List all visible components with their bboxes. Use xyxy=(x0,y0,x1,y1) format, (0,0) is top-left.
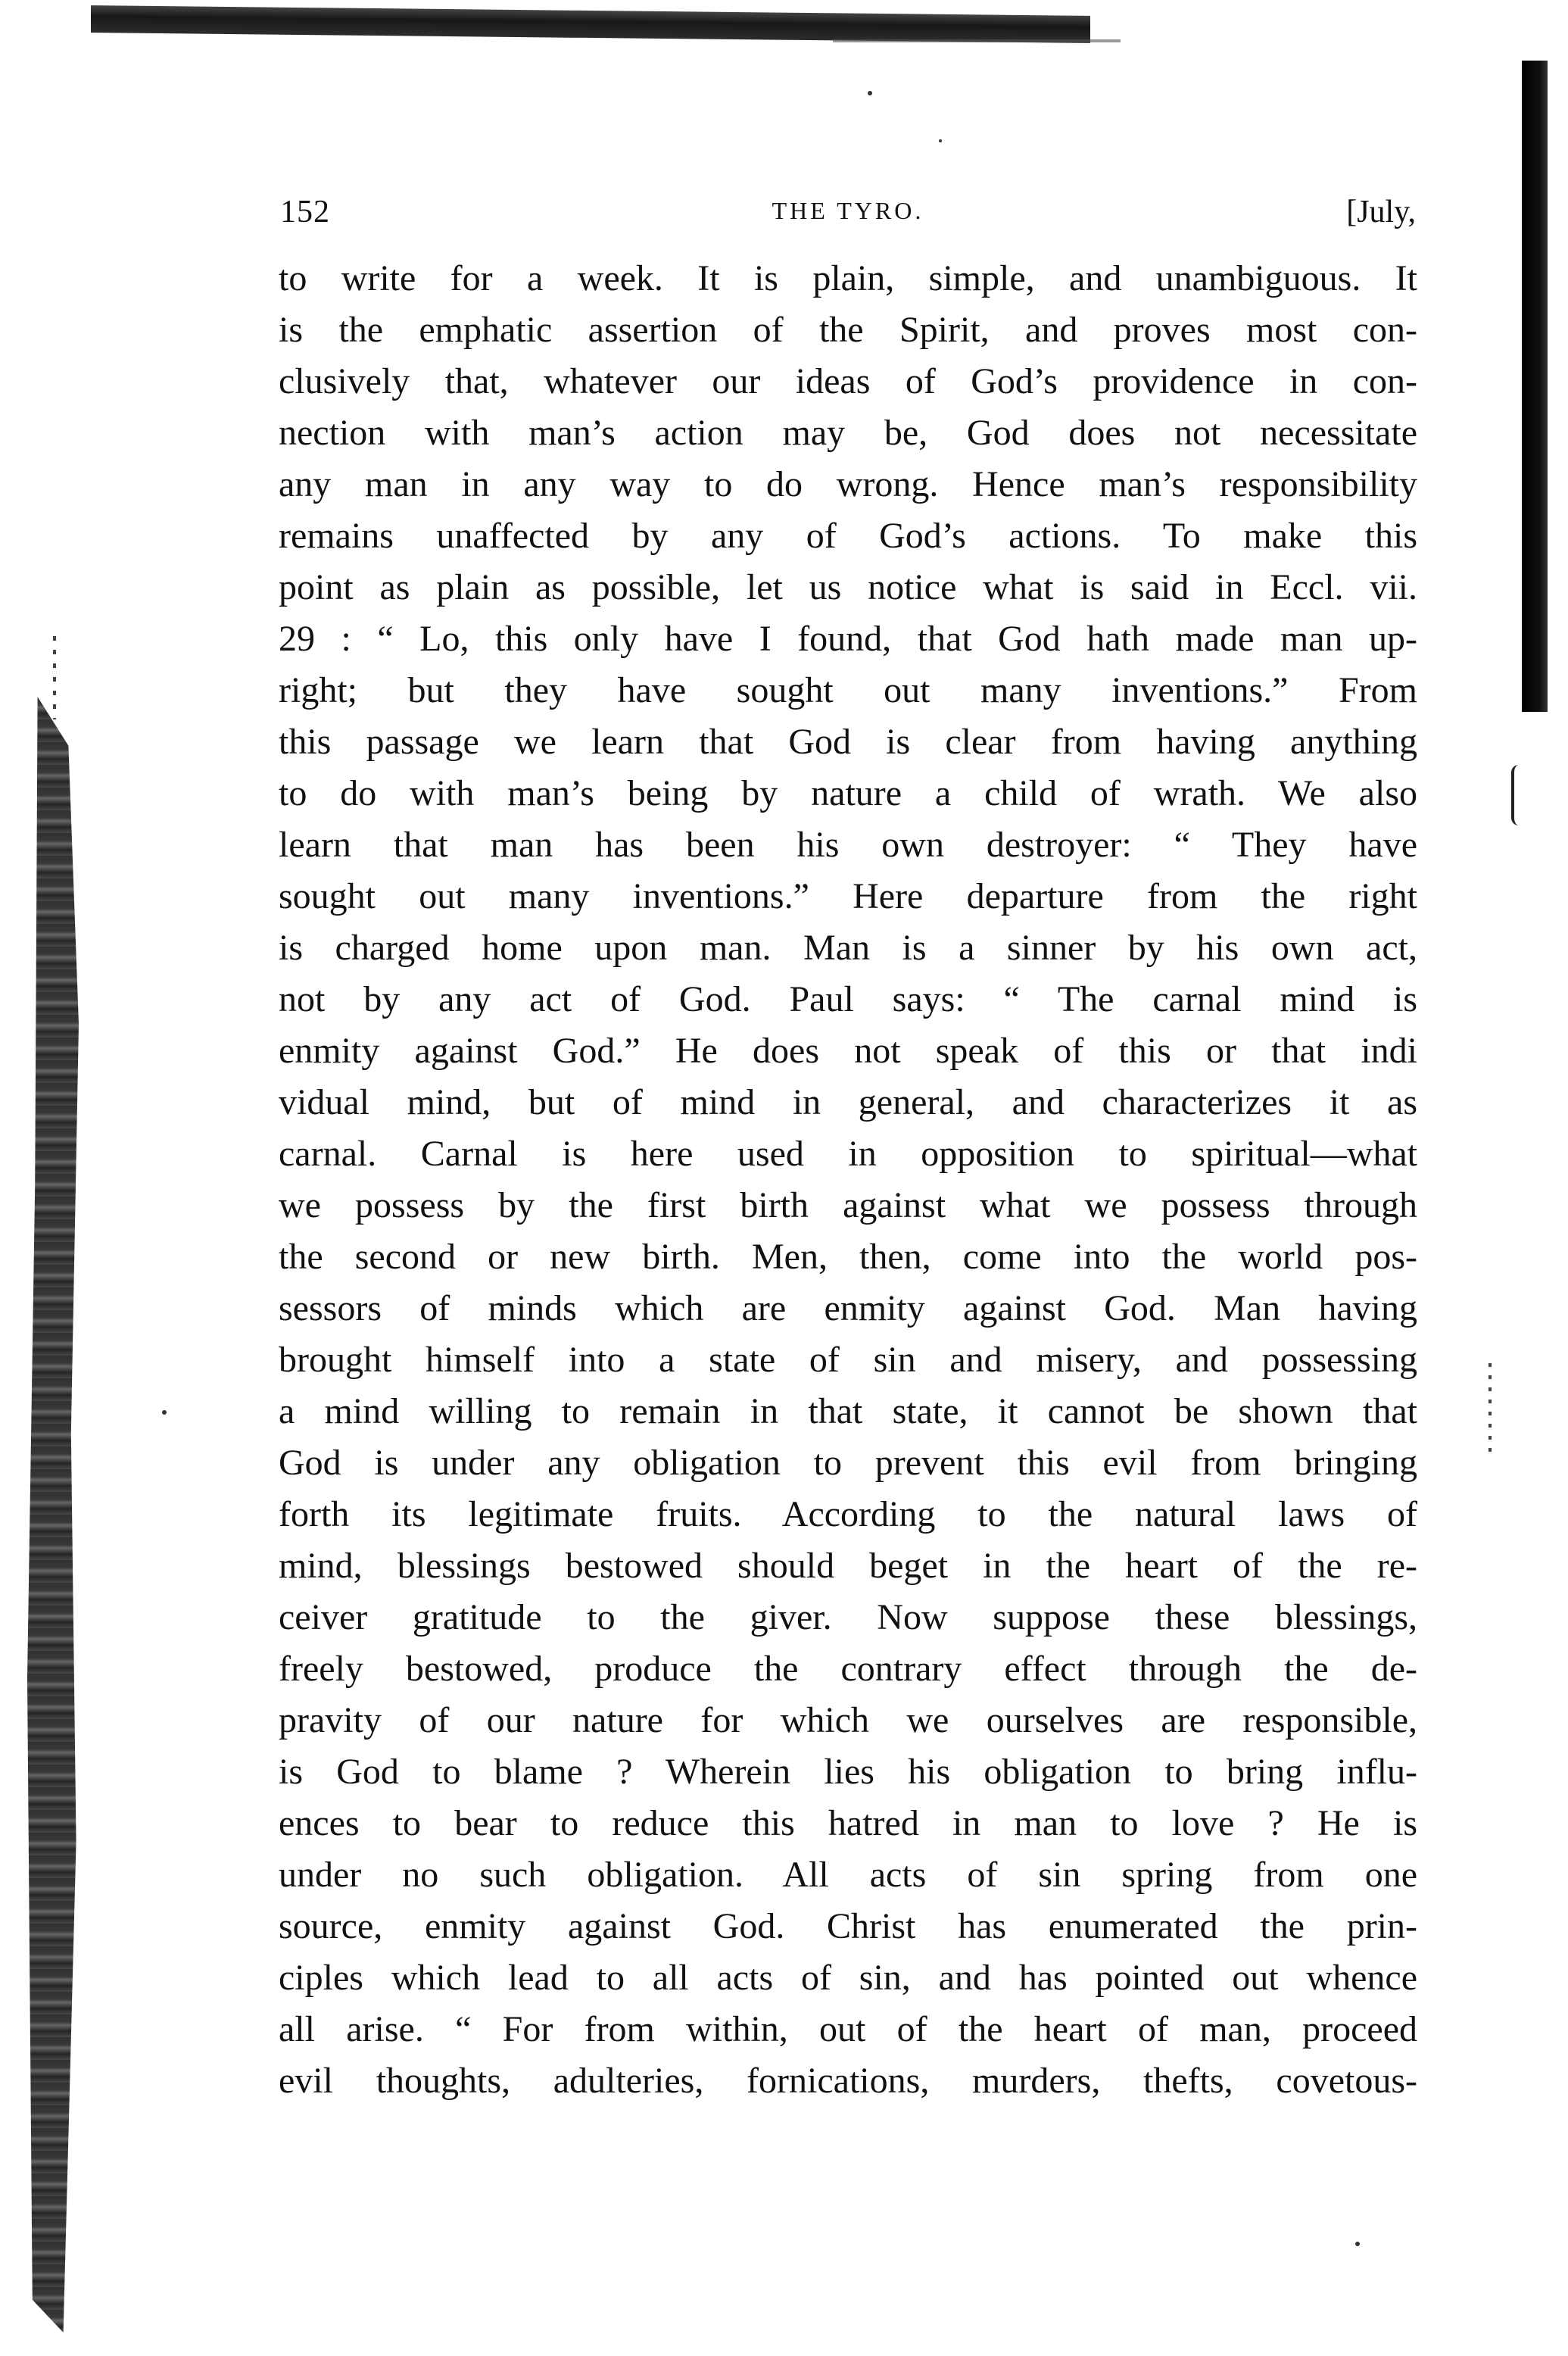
running-head xyxy=(280,194,1416,239)
text-line: right; but they have sought out many inventions.” From xyxy=(279,670,1417,710)
text-line: ceiver gratitude to the giver. Now suppose these blessings, xyxy=(279,1597,1417,1637)
text-line: all arise. “ For from within, out of the heart of man, proceed xyxy=(279,2009,1417,2049)
scan-speck xyxy=(1355,2242,1360,2246)
scan-mark-right xyxy=(1511,765,1526,825)
text-line: the second or new birth. Men, then, come into the world pos- xyxy=(279,1237,1417,1277)
text-line: a mind willing to remain in that state, it cannot be shown that xyxy=(279,1391,1417,1431)
scan-speck xyxy=(868,91,872,95)
page-number: 152 xyxy=(280,195,330,229)
text-line: carnal. Carnal is here used in opposition to spiritual—what xyxy=(279,1134,1417,1174)
text-line: learn that man has been his own destroyer: “ They have xyxy=(279,825,1417,865)
text-line: under no such obligation. All acts of sin spring from one xyxy=(279,1855,1417,1895)
text-line: is the emphatic assertion of the Spirit, and proves most con- xyxy=(279,310,1417,350)
text-line: is charged home upon man. Man is a sinner by his own act, xyxy=(279,928,1417,968)
running-date: [July, xyxy=(1346,195,1416,229)
text-line: forth its legitimate fruits. According to the natural laws of xyxy=(279,1494,1417,1534)
text-line: evil thoughts, adulteries, fornications, murders, thefts, covetous- xyxy=(279,2061,1417,2101)
text-line: not by any act of God. Paul says: “ The carnal mind is xyxy=(279,979,1417,1019)
text-line: pravity of our nature for which we ourselves are responsible, xyxy=(279,1700,1417,1740)
text-line: brought himself into a state of sin and misery, and possessing xyxy=(279,1340,1417,1380)
running-title: THE TYRO. xyxy=(772,197,924,224)
scan-dots-right xyxy=(1489,1363,1492,1454)
text-line: to do with man’s being by nature a child of wrath. We also xyxy=(279,773,1417,813)
scan-edge-right xyxy=(1522,61,1548,712)
text-line: any man in any way to do wrong. Hence man’s responsibility xyxy=(279,464,1417,504)
text-line: freely bestowed, produce the contrary effect through the de- xyxy=(279,1649,1417,1689)
text-line: ciples which lead to all acts of sin, and has pointed out whence xyxy=(279,1958,1417,1998)
scan-binding-edge-left xyxy=(27,697,79,2333)
text-line: 29 : “ Lo, this only have I found, that God hath made man up- xyxy=(279,619,1417,659)
text-line: is God to blame ? Wherein lies his obligation to bring influ- xyxy=(279,1752,1417,1792)
body-text xyxy=(279,253,1417,2107)
text-line: mind, blessings bestowed should beget in the heart of the re- xyxy=(279,1546,1417,1586)
scan-edge-top-thin xyxy=(833,39,1121,42)
text-line: vidual mind, but of mind in general, and characterizes it as xyxy=(279,1082,1417,1122)
text-line: sought out many inventions.” Here departure from the right xyxy=(279,876,1417,916)
text-line: remains unaffected by any of God’s actions. To make this xyxy=(279,516,1417,556)
text-line: sessors of minds which are enmity against God. Man having xyxy=(279,1288,1417,1328)
scan-dots-left xyxy=(53,636,56,719)
text-line: to write for a week. It is plain, simple, and unambiguous. It xyxy=(279,258,1417,298)
scan-speck xyxy=(939,139,942,142)
text-line: source, enmity against God. Christ has enumerated the prin- xyxy=(279,1906,1417,1946)
text-line: nection with man’s action may be, God does not necessitate xyxy=(279,413,1417,453)
text-line: enmity against God.” He does not speak of this or that indi xyxy=(279,1031,1417,1071)
text-line: clusively that, whatever our ideas of God’s providence in con- xyxy=(279,361,1417,401)
text-line: point as plain as possible, let us notice what is said in Eccl. vii. xyxy=(279,567,1417,607)
text-line: we possess by the first birth against what we possess through xyxy=(279,1185,1417,1225)
text-line: ences to bear to reduce this hatred in man to love ? He is xyxy=(279,1803,1417,1843)
text-line: God is under any obligation to prevent this evil from bringing xyxy=(279,1443,1417,1483)
scan-edge-top xyxy=(91,5,1090,43)
text-line: this passage we learn that God is clear from having anything xyxy=(279,722,1417,762)
scan-speck xyxy=(162,1410,167,1415)
